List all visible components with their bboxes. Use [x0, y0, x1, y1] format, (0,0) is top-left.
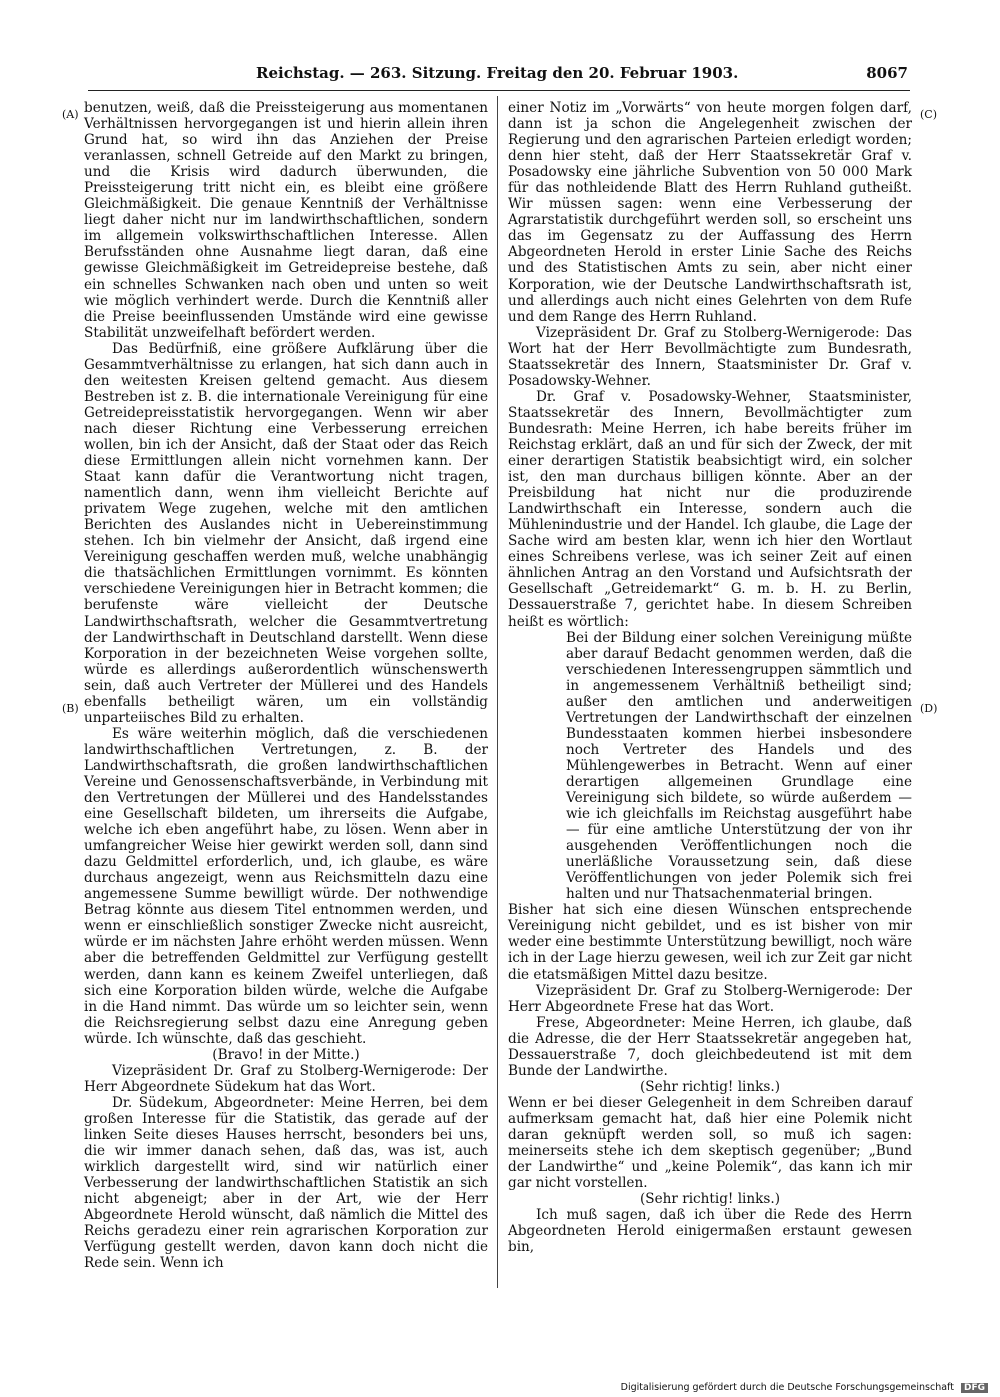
margin-mark-c: (C) [920, 108, 937, 121]
paragraph: Wenn er bei dieser Gelegenheit in dem Schreiben darauf aufmerksam gemacht hat, daß hier eine Polemik nicht daran geknüpft werden soll, so muß ich sagen: meinerseits stehe ich dem skeptisch gegenüber; „Bund der Landwirthe“ und „keine Polemik“, das kann ich mir gar nicht vorstellen. [508, 1094, 912, 1192]
paragraph: einer Notiz im „Vorwärts“ von heute morgen folgen darf, dann ist ja schon die Angelegenheit zwischen der Regierung und den agrarischen Parteien erledigt worden; denn hier steht, daß der Herr Staatssekretär Graf v. Posadowsky eine jährliche Subvention von 50 000 Mark für das nothleidende Blatt des Herrn Ruhland gutheißt. Wir müssen sagen: wenn eine Verbesserung der Agrarstatistik durchgeführt werden soll, so erscheint uns das im Gegensatz zu der Auffassung des Herrn Abgeordneten Herold in erster Linie Sache des Reichs und des Statistischen Amts zu sein, aber nicht einer Korporation, wie der Deutsche Landwirthschaftsrath ist, und allerdings auch nicht eines Gelehrten von dem Rufe und dem Range des Herrn Ruhland. [508, 100, 912, 325]
left-column [84, 100, 488, 1271]
header-rule [88, 90, 910, 91]
paragraph: Frese, Abgeordneter: Meine Herren, ich glaube, daß die Adresse, die der Herr Staatssekretär angegeben hat, Dessauerstraße 7, doch gleichbedeutend ist mit dem Bunde der Landwirthe. [508, 1014, 912, 1079]
right-column [508, 100, 912, 1255]
interjection: (Bravo! in der Mitte.) [212, 1046, 360, 1063]
header-title: Reichstag. — 263. Sitzung. Freitag den 20. Februar 1903. [256, 64, 739, 82]
paragraph: Vizepräsident Dr. Graf zu Stolberg-Wernigerode: Der Herr Abgeordnete Frese hat das Wort. [508, 982, 912, 1015]
paragraph: Vizepräsident Dr. Graf zu Stolberg-Wernigerode: Der Herr Abgeordnete Südekum hat das Wort. [84, 1062, 488, 1095]
interjection: (Sehr richtig! links.) [639, 1078, 781, 1095]
page-header [88, 64, 908, 86]
margin-mark-d: (D) [920, 702, 938, 715]
margin-mark-a: (A) [62, 108, 79, 121]
paragraph: Es wäre weiterhin möglich, daß die verschiedenen landwirthschaftlichen Vertretungen, z. B. der Landwirthschaftsrath, die großen landwirthschaftlichen Vereine und Genossenschaftsverbände, in Verbindung mit den Vertretungen der Müllerei und des Handelsstandes eine Gesellschaft bildeten, um ihrerseits die Aufgabe, welche ich eben angeführt habe, zu lösen. Wenn aber in umfangreicher Weise hier gewirkt werden soll, dann sind dazu Geldmittel erforderlich, und, ich glaube, es wäre durchaus angezeigt, wenn aus Reichsmitteln dazu eine angemessene Summe bewilligt würde. Der nothwendige Betrag könnte aus diesem Titel entnommen werden, und wenn er einschließlich sonstiger Zwecke nicht ausreicht, würde er im nächsten Jahre erhöht werden müssen. Wenn aber die betreffenden Geldmittel zur Verfügung gestellt werden, dann kann es keinem Zweifel unterliegen, daß sich eine Korporation bilden würde, welche die Aufgabe in die Hand nimmt. Das würde um so leichter sein, wenn die Reichsregierung selbst dazu eine Anregung geben würde. Ich wünschte, daß das geschieht. [84, 725, 488, 1047]
footer [621, 1382, 988, 1393]
quoted-passage [566, 630, 912, 903]
paragraph: Dr. Südekum, Abgeordneter: Meine Herren, bei dem großen Interesse für die Statistik, das gerade auf der linken Seite dieses Hauses herrscht, besonders bei uns, die wir immer danach sehen, daß das, was ist, auch wirklich dargestellt wird, sind wir natürlich einer Verbesserung der landwirthschaftlichen Statistik an sich nicht abgeneigt; aber in der Art, wie der Herr Abgeordnete Herold wünscht, daß nämlich die Mittel des Reichs geradezu einer rein agrarischen Korporation zur Verfügung gestellt werden, davon kann doch nicht die Rede sein. Wenn ich [84, 1094, 488, 1272]
page-number: 8067 [866, 64, 908, 82]
paragraph: Ich muß sagen, daß ich über die Rede des Herrn Abgeordneten Herold einigermaßen erstaunt gewesen bin, [508, 1207, 912, 1256]
dfg-logo: DFG [961, 1383, 988, 1393]
paragraph: benutzen, weiß, daß die Preissteigerung aus momentanen Verhältnissen hervorgegangen ist und hierin allein ihren Grund hat, so wird ihn das Anziehen der Preise veranlassen, schnell Getreide auf den Markt zu bringen, und die Krisis wird dadurch überwunden, die Preissteigerung tritt nicht ein, es bleibt eine größere Gleichmäßigkeit. Die genaue Kenntniß der Verhältnisse liegt daher nicht nur im landwirthschaftlichen, sondern im allgemein volkswirthschaftlichen Interesse. Allen Berufsständen ohne Ausnahme liegt daran, daß eine gewisse Gleichmäßigkeit im Getreidepreise bestehe, daß ein schnelles Schwanken nach oben und unten so weit wie möglich verhindert werde. Durch die Kenntniß aller die Preise beeinflussenden Umstände wird eine gewisse Stabilität unzweifelhaft befördert werden. [84, 100, 488, 341]
footer-text: Digitalisierung gefördert durch die Deutsche Forschungsgemeinschaft [620, 1382, 954, 1393]
paragraph: Dr. Graf v. Posadowsky-Wehner, Staatsminister, Staatssekretär des Innern, Bevollmächtigter zum Bundesrath: Meine Herren, ich habe bereits früher im Reichstag erklärt, daß an und für sich der Zweck, der mit einer derartigen Statistik beabsichtigt wird, ein solcher ist, den man durchaus billigen könnte. Aber an der Preisbildung hat nicht nur die produzirende Landwirthschaft ein Interesse, sondern auch die Mühlenindustrie und der Handel. Ich glaube, die Lage der Sache wird am besten klar, wenn ich hier den Wortlaut eines Schreibens verlese, was ich seiner Zeit auf einen ähnlichen Antrag an den Vorstand und Aufsichtsrath der Gesellschaft „Getreidemarkt“ G. m. b. H. zu Berlin, Dessauerstraße 7, gerichtet habe. In diesem Schreiben heißt es wörtlich: [508, 388, 912, 630]
paragraph: Bisher hat sich eine diesen Wünschen entsprechende Vereinigung nicht gebildet, und es ist bisher von mir weder eine bestimmte Unterstützung bewilligt, noch wäre ich in der Lage hierzu gewesen, weil ich zur Zeit gar nicht die etatsmäßigen Mittel dazu besitze. [508, 902, 912, 983]
quote-text: Bei der Bildung einer solchen Vereinigung müßte aber darauf Bedacht genommen werden, daß die verschiedenen Interessengruppen sämmtlich und in angemessenem Verhältniß betheiligt sind; außer den amtlichen und anderweitigen Vertretungen der Landwirthschaft der einzelnen Bundesstaaten kommen hierbei insbesondere noch Vertreter des Handels und des Mühlengewerbes in Betracht. Wenn auf einer derartigen allgemeinen Grundlage eine Vereinigung sich bildete, so würde außerdem — wie ich gleichfalls im Reichstag ausgeführt habe — für eine amtliche Unterstützung der von ihr ausgehenden Veröffentlichungen noch die unerläßliche Voraussetzung sein, daß diese Veröffentlichungen von jeder Polemik sich frei halten und nur Thatsachenmaterial bringen. [566, 629, 912, 903]
interjection: (Sehr richtig! links.) [639, 1191, 781, 1208]
margin-mark-b: (B) [62, 702, 79, 715]
column-divider [497, 96, 498, 1288]
paragraph: Vizepräsident Dr. Graf zu Stolberg-Wernigerode: Das Wort hat der Herr Bevollmächtigte zum Bundesrath, Staatssekretär des Innern, Staatsminister Dr. Graf v. Posadowsky-Wehner. [508, 324, 912, 389]
paragraph: Das Bedürfniß, eine größere Aufklärung über die Gesammtverhältnisse zu erlangen, hat sich dann auch in den weitesten Kreisen geltend gemacht. Aus diesem Bestreben ist z. B. die internationale Vereinigung für eine Getreidepreisstatistik hervorgegangen. Wenn wir aber nach dieser Richtung eine Verbesserung erreichen wollen, bin ich der Ansicht, daß der Staat oder das Reich diese Ermittlungen allein nicht vornehmen kann. Der Staat kann dafür die Verantwortung nicht tragen, namentlich dann, wenn ihm vielleicht Berichte auf privatem Wege zugehen, welche mit den amtlichen Berichten des Auslandes nicht in Uebereinstimmung stehen. Ich bin vielmehr der Ansicht, daß irgend eine Vereinigung geschaffen werden muß, welche unabhängig die thatsächlichen Ermittlungen vornimmt. Es könnten verschiedene Vereinigungen hier in Betracht kommen; die berufenste wäre vielleicht der Deutsche Landwirthschaftsrath, welcher die Gesammtvertretung der Landwirthschaft in Deutschland darstellt. Wenn diese Korporation in der bezeichneten Weise vorgehen sollte, würde es allerdings außerordentlich wünschenswerth sein, daß auch Vertreter der Müllerei und des Handels ebenfalls betheiligt wären, um ein vollständig unparteiisches Bild zu erhalten. [84, 340, 488, 726]
